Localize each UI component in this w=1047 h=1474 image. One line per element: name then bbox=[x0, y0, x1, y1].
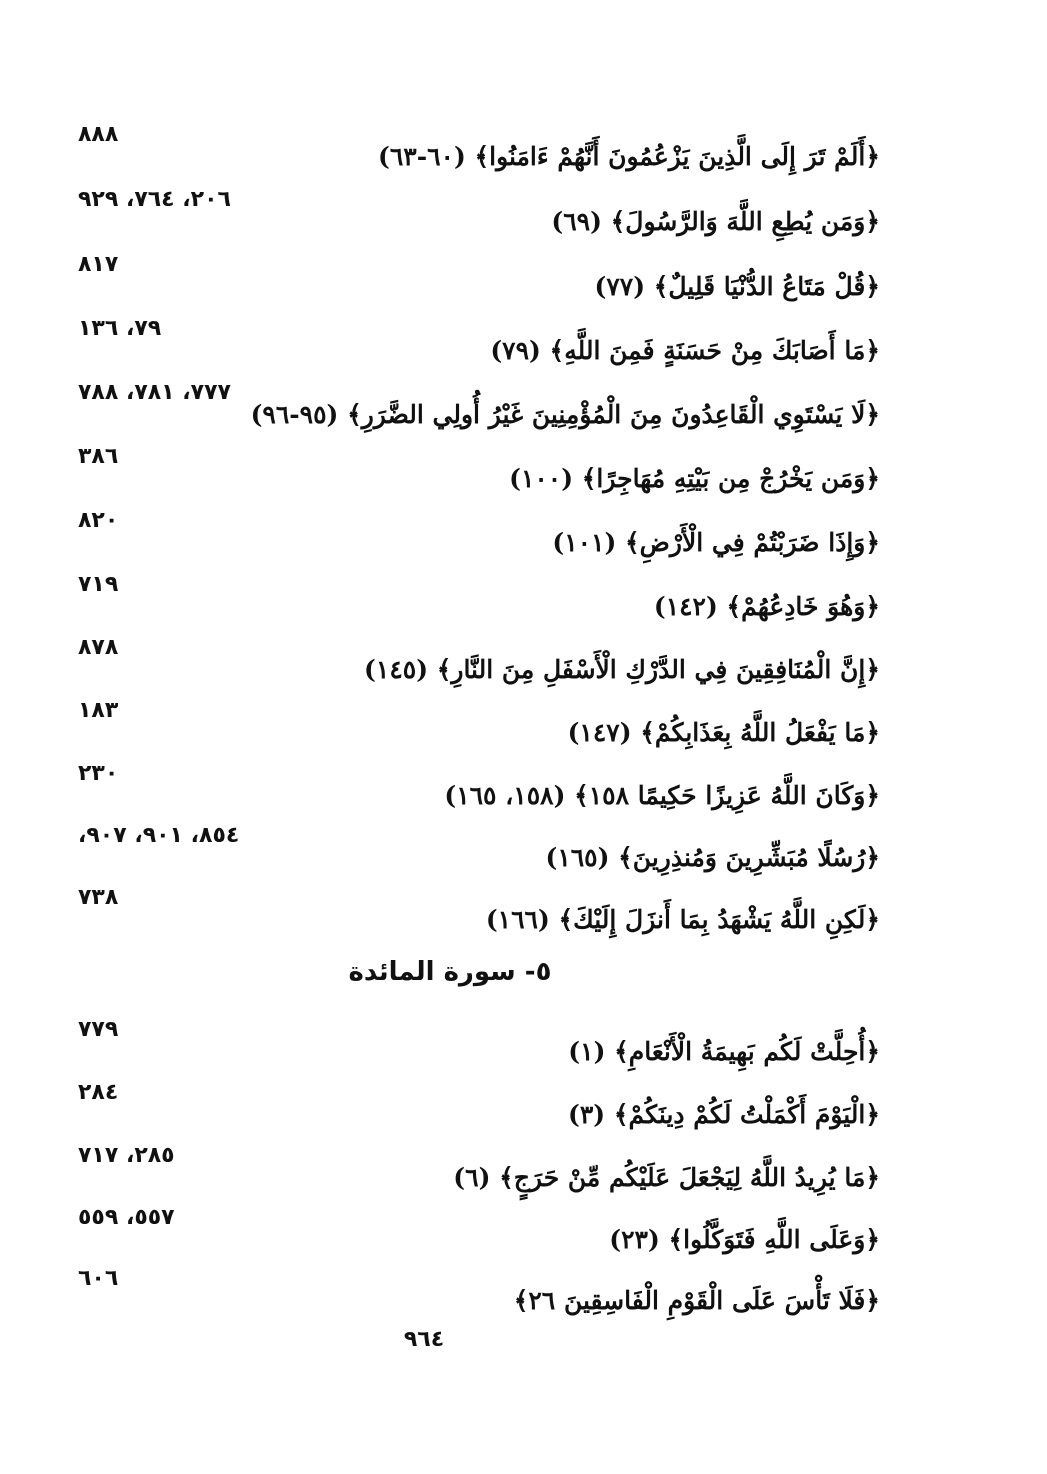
index-entry bbox=[60, 1143, 880, 1203]
page-references: ٧٣٨ bbox=[78, 885, 119, 910]
index-entry bbox=[60, 252, 880, 312]
index-entry bbox=[60, 1266, 880, 1326]
verse-reference: ﴿فَلَا تَأْسَ عَلَى الْقَوْمِ الْفَاسِقِينَ ٢٦﴾ bbox=[513, 1286, 880, 1315]
verse-reference: ﴿وَمَن يُطِعِ اللَّهَ وَالرَّسُولَ﴾ (٦٩) bbox=[551, 207, 880, 236]
page-references: ٧٧٩ bbox=[78, 1017, 119, 1042]
page-references: ٥٥٧، ٥٥٩ bbox=[78, 1205, 175, 1230]
page-references: ٢٨٤ bbox=[78, 1080, 119, 1105]
verse-reference: ﴿وَكَانَ اللَّهُ عَزِيزًا حَكِيمًا ١٥٨﴾ (١٥٨، ١٦٥) bbox=[444, 781, 880, 810]
surah-heading: ٥- سورة المائدة bbox=[348, 957, 552, 987]
index-entry bbox=[60, 1205, 880, 1265]
page-references: ٨٢٠ bbox=[78, 508, 119, 533]
index-entry bbox=[60, 635, 880, 695]
index-entry bbox=[60, 122, 880, 182]
verse-reference: ﴿رُسُلًا مُبَشِّرِينَ وَمُنذِرِينَ﴾ (١٦٥) bbox=[545, 843, 880, 872]
index-entry bbox=[60, 698, 880, 758]
verse-reference: ﴿أَلَمْ تَرَ إِلَى الَّذِينَ يَزْعُمُونَ أَنَّهُمْ ءَامَنُوا﴾ (٦٠-٦٣) bbox=[378, 142, 880, 171]
page-references: ٨٧٨ bbox=[78, 635, 119, 660]
verse-reference: ﴿لَا يَسْتَوِي الْقَاعِدُونَ مِنَ الْمُؤْمِنِينَ غَيْرُ أُولِي الضَّرَرِ﴾ (٩٥-٩٦) bbox=[250, 400, 880, 429]
verse-reference: ﴿وَهُوَ خَادِعُهُمْ﴾ (١٤٢) bbox=[653, 592, 880, 621]
page-references: ٨٥٤، ٩٠١، ٩٠٧، bbox=[78, 823, 240, 848]
index-entry bbox=[60, 885, 880, 945]
verse-reference: ﴿مَا يُرِيدُ اللَّهُ لِيَجْعَلَ عَلَيْكُم مِّنْ حَرَجٍ﴾ (٦) bbox=[453, 1163, 880, 1192]
verse-reference: ﴿وَعَلَى اللَّهِ فَتَوَكَّلُوا﴾ (٢٣) bbox=[609, 1225, 880, 1254]
page-references: ٢٨٥، ٧١٧ bbox=[78, 1143, 175, 1168]
verse-reference: ﴿الْيَوْمَ أَكْمَلْتُ لَكُمْ دِينَكُمْ﴾ (٣) bbox=[568, 1100, 880, 1129]
page-references: ٢٣٠ bbox=[78, 761, 119, 786]
verse-reference: ﴿إِنَّ الْمُنَافِقِينَ فِي الدَّرْكِ الْأَسْفَلِ مِنَ النَّارِ﴾ (١٤٥) bbox=[364, 655, 880, 684]
index-entry bbox=[60, 316, 880, 376]
verse-reference: ﴿وَإِذَا ضَرَبْتُمْ فِي الْأَرْضِ﴾ (١٠١) bbox=[552, 528, 880, 557]
index-entry bbox=[60, 1080, 880, 1140]
verse-reference: ﴿قُلْ مَتَاعُ الدُّنْيَا قَلِيلٌ﴾ (٧٧) bbox=[594, 272, 880, 301]
index-entry bbox=[60, 187, 880, 247]
verse-reference: ﴿لَكِنِ اللَّهُ يَشْهَدُ بِمَا أَنزَلَ إِلَيْكَ﴾ (١٦٦) bbox=[485, 905, 880, 934]
page-references: ٧٩، ١٣٦ bbox=[78, 316, 162, 341]
page-references: ٦٠٦ bbox=[78, 1266, 119, 1291]
index-entry bbox=[60, 823, 880, 883]
index-entry bbox=[60, 508, 880, 568]
page-references: ٣٨٦ bbox=[78, 444, 119, 469]
index-entry bbox=[60, 1017, 880, 1077]
page-number: ٩٦٤ bbox=[403, 1327, 445, 1352]
index-entry bbox=[60, 444, 880, 504]
page-references: ٧٧٧، ٧٨١، ٧٨٨ bbox=[78, 380, 231, 405]
page-references: ٧١٩ bbox=[78, 572, 119, 597]
page-references: ٢٠٦، ٧٦٤، ٩٢٩ bbox=[78, 187, 231, 212]
page-references: ٨٨٨ bbox=[78, 122, 119, 147]
verse-reference: ﴿مَا يَفْعَلُ اللَّهُ بِعَذَابِكُمْ﴾ (١٤٧) bbox=[567, 718, 880, 747]
page-references: ١٨٣ bbox=[78, 698, 119, 723]
verse-reference: ﴿مَا أَصَابَكَ مِنْ حَسَنَةٍ فَمِنَ اللَّهِ﴾ (٧٩) bbox=[490, 336, 880, 365]
verse-reference: ﴿أُحِلَّتْ لَكُم بَهِيمَةُ الْأَنْعَامِ﴾ (١) bbox=[568, 1037, 880, 1066]
verse-reference: ﴿وَمَن يَخْرُجْ مِن بَيْتِهِ مُهَاجِرًا﴾ (١٠٠) bbox=[509, 464, 880, 493]
page-references: ٨١٧ bbox=[78, 252, 119, 277]
index-entry bbox=[60, 761, 880, 821]
index-entry bbox=[60, 572, 880, 632]
index-entry bbox=[60, 380, 880, 440]
